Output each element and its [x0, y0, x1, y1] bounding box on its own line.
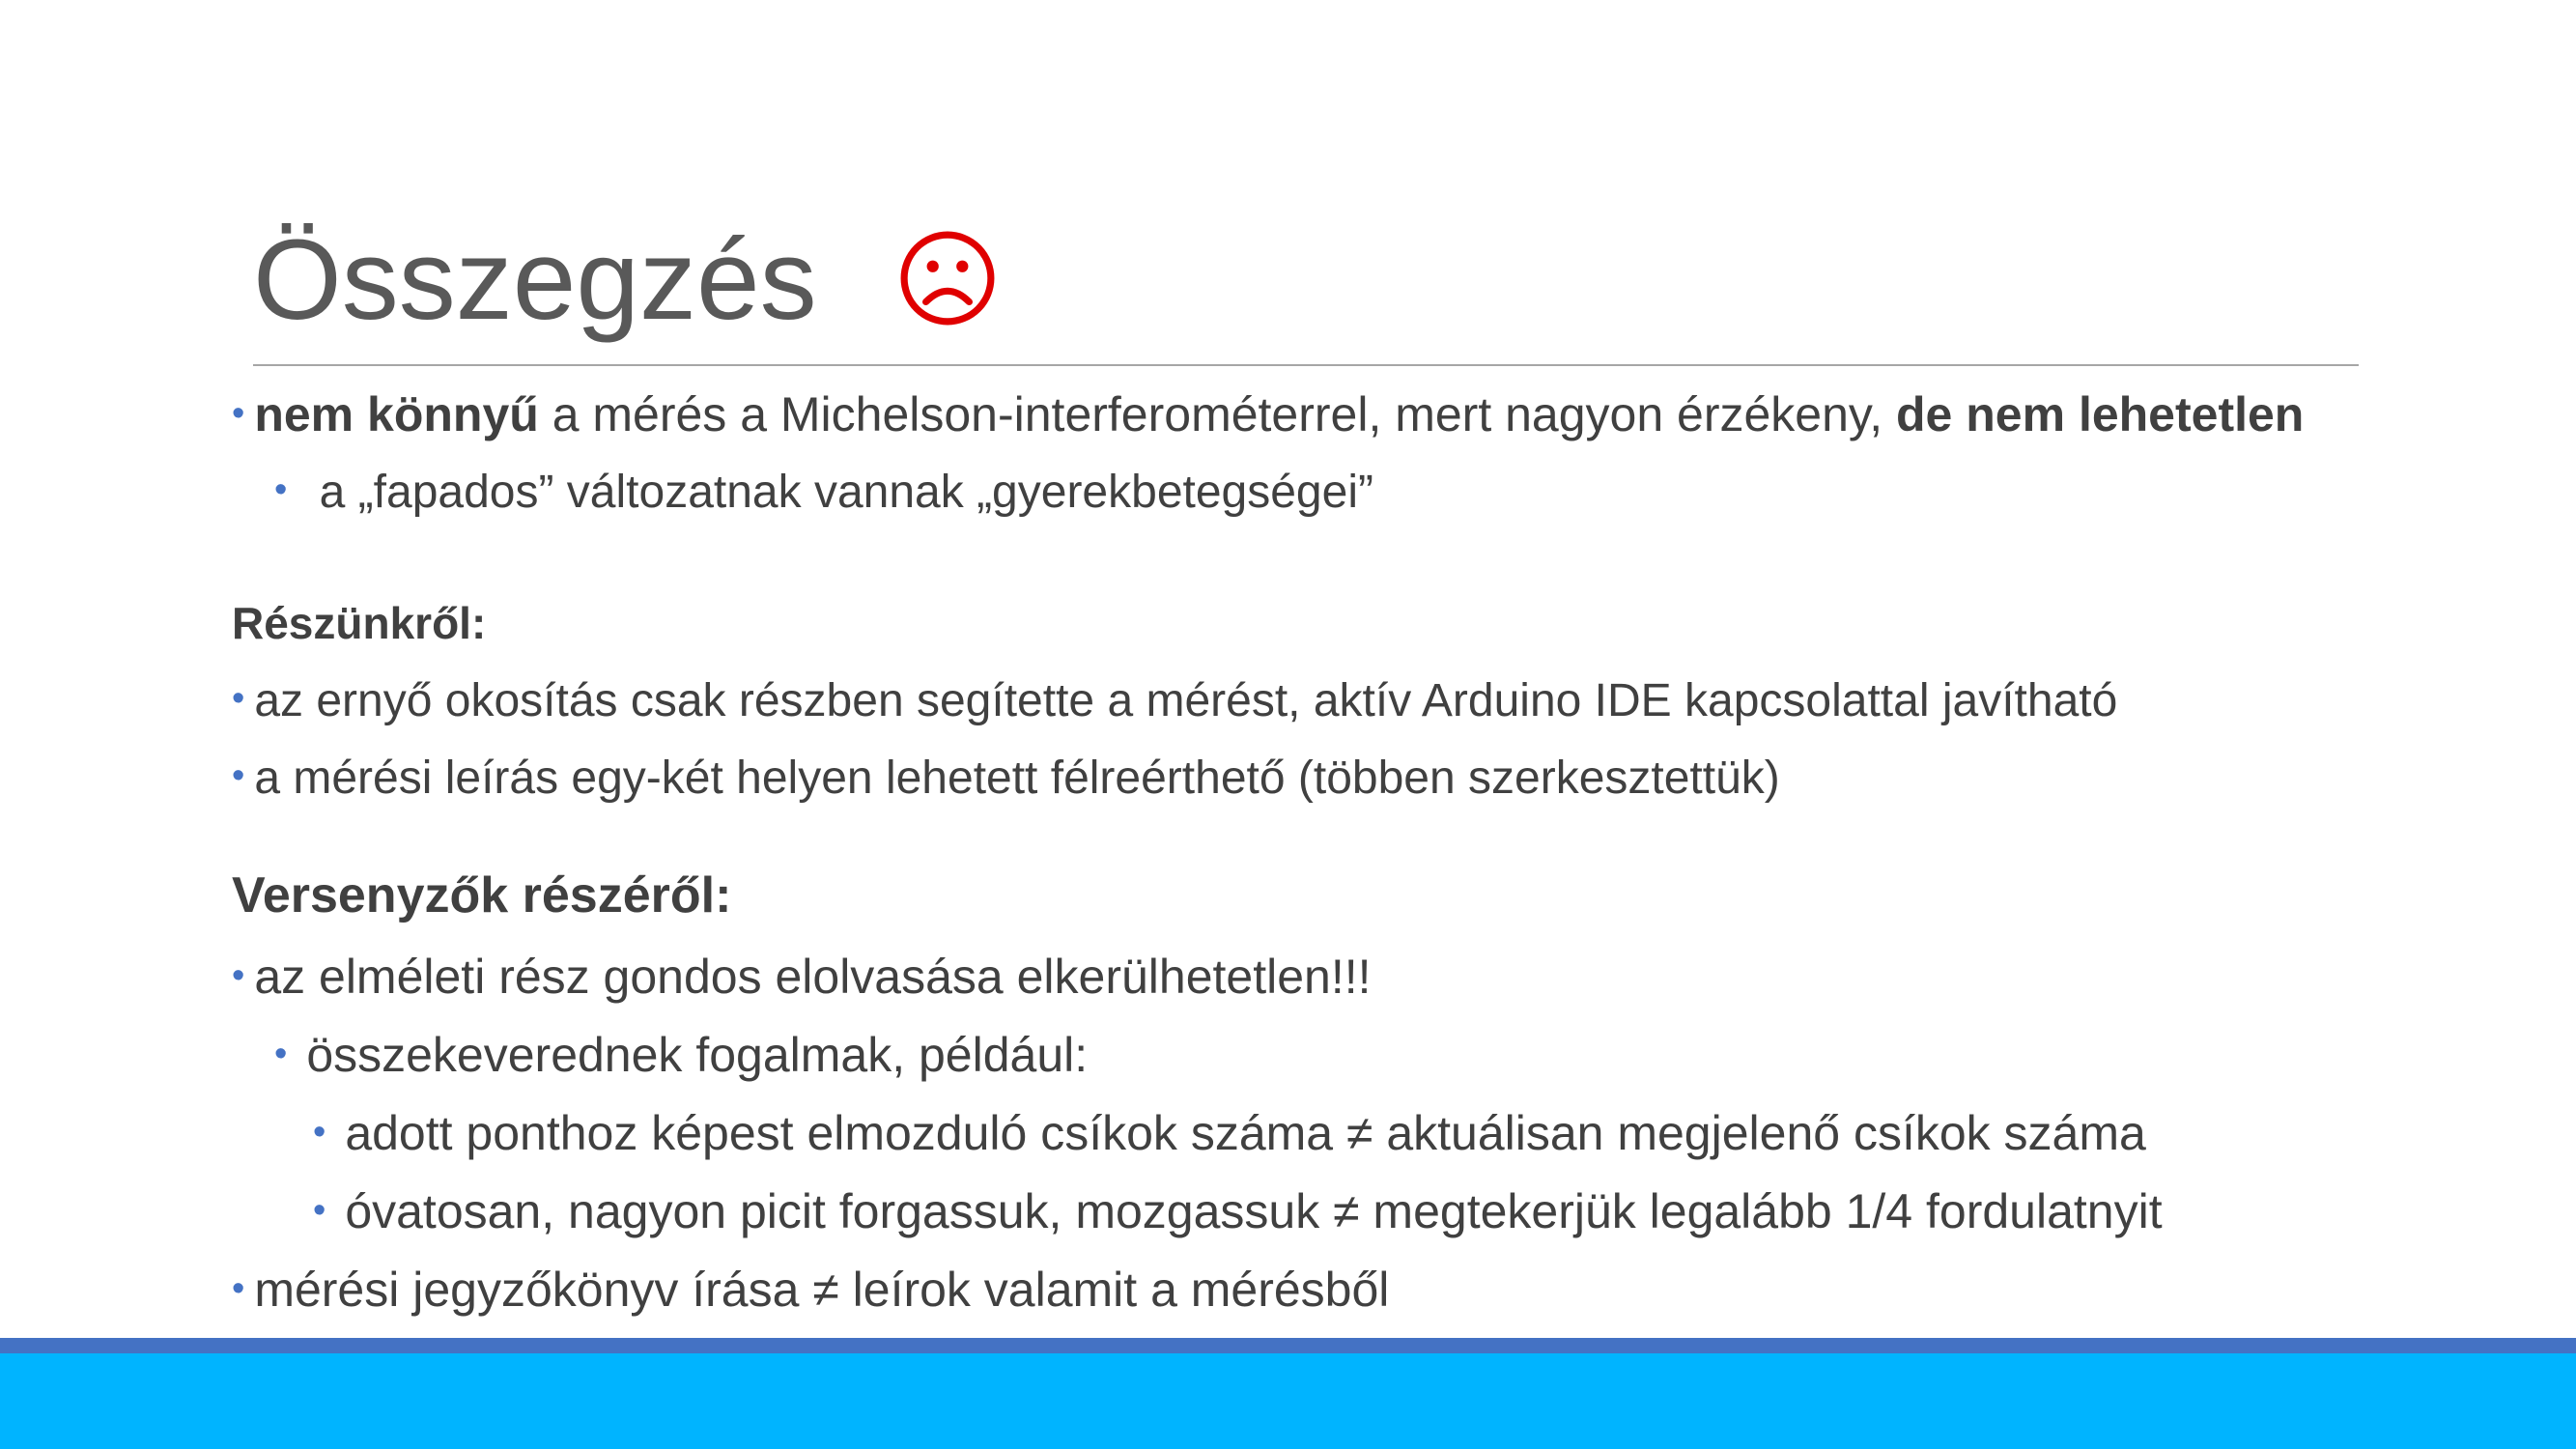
section-heading-versenyzok: Versenyzők részéről: — [232, 867, 732, 923]
sad-face-icon — [898, 229, 997, 327]
bullet-icon: • — [232, 1268, 245, 1309]
bullet-icon: • — [274, 1034, 288, 1074]
bullet-icon: • — [274, 469, 288, 510]
intro-middle-text: a mérés a Michelson-interferométerrel, mert nagyon érzékeny, — [538, 387, 1896, 441]
bullet-icon: • — [232, 755, 245, 796]
list-subitem — [274, 1027, 1088, 1083]
bullet-icon: • — [313, 1190, 326, 1231]
list-item — [232, 752, 1780, 805]
list-subsubitem — [313, 1105, 2146, 1161]
intro-bullet — [232, 386, 2304, 442]
footer-band-dark — [0, 1338, 2576, 1353]
list-item — [232, 1262, 1389, 1318]
title-divider — [253, 364, 2359, 366]
list-item — [232, 674, 2117, 727]
list-item-text: az elméleti rész gondos elolvasása elkerülhetetlen!!! — [254, 950, 1372, 1004]
footer-band — [0, 1353, 2576, 1449]
list-item-text: a mérési leírás egy-két helyen lehetett félreérthető (többen szerkesztettük) — [254, 753, 1780, 804]
list-subsubitem-text: adott ponthoz képest elmozduló csíkok száma ≠ aktuálisan megjelenő csíkok száma — [345, 1106, 2146, 1160]
list-subsubitem-text: óvatosan, nagyon picit forgassuk, mozgassuk ≠ megtekerjük legalább 1/4 fordulatnyit — [345, 1184, 2163, 1238]
bullet-icon: • — [313, 1112, 326, 1152]
list-item-text: az ernyő okosítás csak részben segítette a mérést, aktív Arduino IDE kapcsolattal javítható — [254, 675, 2118, 726]
intro-bold-start: nem könnyű — [254, 387, 539, 441]
bullet-icon: • — [232, 955, 245, 996]
intro-sub-bullet — [274, 466, 1373, 519]
list-subitem-text: összekeverednek fogalmak, például: — [306, 1028, 1089, 1082]
bullet-icon: • — [232, 678, 245, 719]
intro-bold-end: de nem lehetetlen — [1896, 387, 2305, 441]
slide-title: Összegzés — [253, 216, 817, 344]
title-row — [253, 198, 817, 362]
list-item-text: mérési jegyzőkönyv írása ≠ leírok valamit a mérésből — [254, 1263, 1390, 1317]
intro-sub-text: a „fapados” változatnak vannak „gyerekbetegségei” — [306, 467, 1373, 518]
bullet-icon: • — [232, 393, 245, 434]
list-subsubitem — [313, 1183, 2163, 1239]
list-item — [232, 949, 1372, 1005]
section-heading-reszunkrol: Részünkről: — [232, 598, 487, 648]
